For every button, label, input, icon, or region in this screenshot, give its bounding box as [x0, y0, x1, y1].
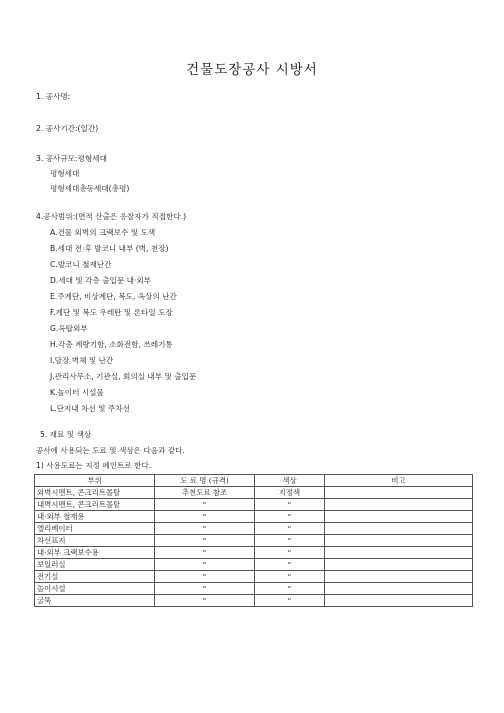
cell-remarks: [325, 583, 473, 595]
scope-item-k: K.놀이터 시설물: [50, 388, 104, 397]
cell-remarks: [325, 535, 473, 547]
scale-line-units: 평형세대: [50, 169, 80, 178]
cell-part: 굴뚝: [35, 595, 155, 607]
table-row: [35, 559, 473, 571]
table-row: [35, 595, 473, 607]
section-4-work-scope: 4.공사범위:(면적 산출은 응찰자가 직접한다.): [36, 212, 187, 221]
cell-remarks: [325, 595, 473, 607]
cell-part: 내·외부 철재용: [35, 511, 155, 523]
cell-paint-name: ": [155, 523, 255, 535]
cell-part: 엘리베이터: [35, 523, 155, 535]
cell-paint-name: ": [155, 511, 255, 523]
scope-item-e: E.주계단, 비상계단, 복도, 옥상의 난간: [50, 292, 177, 301]
cell-color: ": [255, 547, 325, 559]
cell-paint-name: ": [155, 559, 255, 571]
cell-remarks: [325, 559, 473, 571]
cell-paint-name: ": [155, 535, 255, 547]
section-5-materials: 5. 재료 및 색상: [40, 430, 92, 439]
scope-item-c: C.발코니 철재난간: [50, 260, 112, 269]
scale-line-total: 평형세대총동세대(총평): [50, 184, 130, 193]
cell-color: ": [255, 583, 325, 595]
cell-part: 보일러실: [35, 559, 155, 571]
header-color: 색상: [255, 475, 325, 487]
cell-color: ": [255, 535, 325, 547]
table-row: [35, 523, 473, 535]
table-row: [35, 511, 473, 523]
cell-color: ": [255, 595, 325, 607]
cell-remarks: [325, 547, 473, 559]
cell-paint-name: ": [155, 499, 255, 511]
cell-remarks: [325, 487, 473, 499]
cell-part: 내벽시멘트, 콘크리트몰탈: [35, 499, 155, 511]
table-row: [35, 583, 473, 595]
cell-remarks: [325, 571, 473, 583]
cell-part: 놀이시설: [35, 583, 155, 595]
cell-paint-name: ": [155, 571, 255, 583]
cell-part: 차선표지: [35, 535, 155, 547]
cell-remarks: [325, 523, 473, 535]
scope-item-i: I.담장 벽체 및 난간: [50, 356, 114, 365]
scope-item-h: H.각층 계량기함, 소화전함, 쓰레기통: [50, 340, 173, 349]
header-remarks: 비고: [325, 475, 473, 487]
section-3-project-scale: 3. 공사규모:평형세대: [36, 154, 107, 163]
scope-item-g: G.옥탑외부: [50, 324, 88, 333]
materials-paint-note: 1) 사용도료는 지정 페인트로 한다.: [36, 461, 152, 470]
cell-remarks: [325, 499, 473, 511]
cell-color: ": [255, 559, 325, 571]
scope-item-d: D.세대 및 각층 출입문 내·외부: [50, 276, 152, 285]
table-row: [35, 487, 473, 499]
table-row: [35, 535, 473, 547]
cell-part: 전기실: [35, 571, 155, 583]
table-row: [35, 547, 473, 559]
header-paint-name: 도 료 명 (규격): [155, 475, 255, 487]
table-row: [35, 499, 473, 511]
scope-item-l: L.단지내 차선 및 주차선: [50, 404, 130, 413]
document-title: 건물도장공사 시방서: [186, 62, 318, 78]
section-2-project-period: 2. 공사기간:(일간): [36, 124, 99, 133]
cell-paint-name: ": [155, 595, 255, 607]
scope-item-f: F.계단 및 복도 우레탄 및 론타일 도장: [50, 308, 173, 317]
scope-item-b: B.세대 전·후 발코니 내부 (벽, 천장): [50, 244, 169, 253]
cell-paint-name: 추천도료 참조: [155, 487, 255, 499]
cell-color: ": [255, 571, 325, 583]
cell-part: 외벽시멘트, 콘크리트몰탈: [35, 487, 155, 499]
section-1-project-name: 1. 공사명:: [36, 92, 71, 101]
cell-paint-name: ": [155, 547, 255, 559]
cell-remarks: [325, 511, 473, 523]
header-part: 부위: [35, 475, 155, 487]
scope-item-a: A.건물 외벽의 크랙보수 및 도색: [50, 228, 156, 237]
cell-color: ": [255, 523, 325, 535]
table-row: [35, 571, 473, 583]
scope-item-j: J.관리사무소, 기관실, 회의실 내부 및 출입문: [50, 372, 197, 381]
cell-color: 지정색: [255, 487, 325, 499]
paint-spec-table: [34, 474, 473, 607]
materials-intro: 공사에 사용되는 도료 및 색상은 다음과 같다.: [36, 446, 185, 455]
cell-color: ": [255, 499, 325, 511]
cell-paint-name: ": [155, 583, 255, 595]
cell-part: 내·외부 크랙보수용: [35, 547, 155, 559]
cell-color: ": [255, 511, 325, 523]
table-header-row: [35, 475, 473, 487]
